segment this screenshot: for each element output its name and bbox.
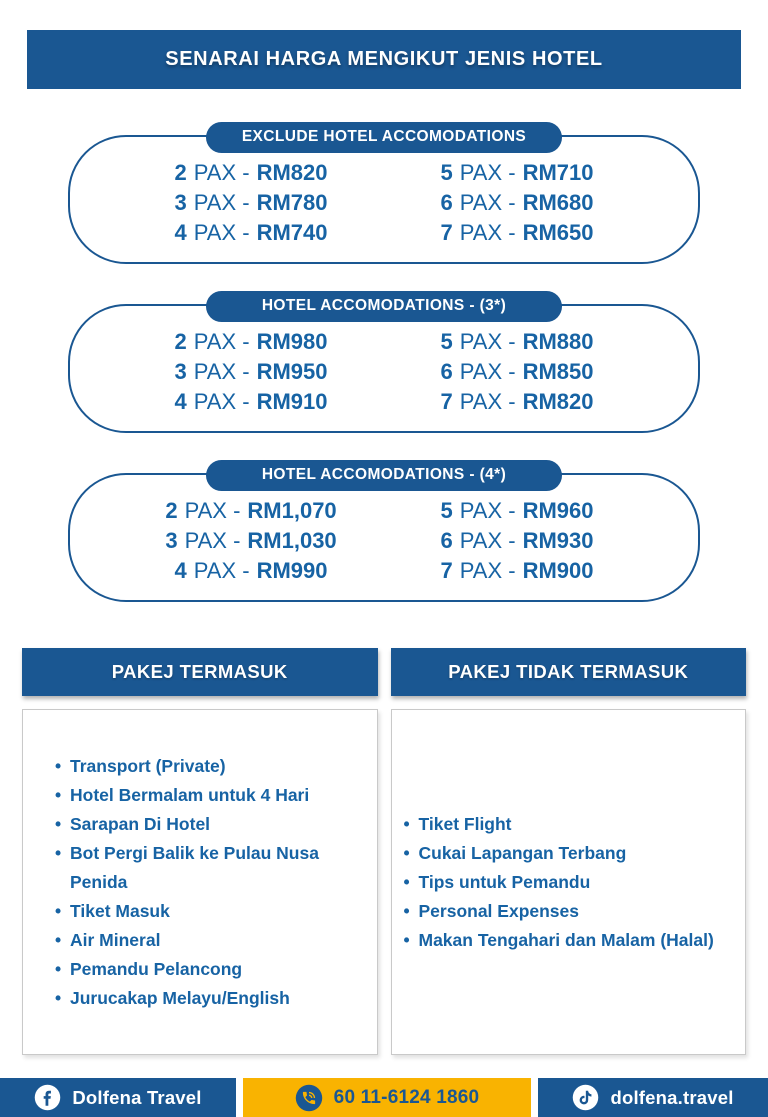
- list-item: • Air Mineral: [55, 926, 361, 955]
- pax-count: 6: [440, 359, 453, 384]
- tiktok-icon: [572, 1084, 599, 1111]
- list-item: • Hotel Bermalam untuk 4 Hari: [55, 781, 361, 810]
- price-row: [384, 188, 650, 218]
- list-item: • Tiket Masuk: [55, 897, 361, 926]
- price-grid: [70, 496, 698, 586]
- pax-label: PAX -: [193, 190, 250, 215]
- facebook-icon: [34, 1084, 61, 1111]
- included-package-box: [22, 709, 378, 1055]
- pax-count: 5: [440, 160, 453, 185]
- list-item: • Tips untuk Pemandu: [404, 868, 714, 897]
- price-row: [118, 327, 384, 357]
- price-section-exclude-hotel: [68, 128, 700, 264]
- price-row: [118, 357, 384, 387]
- section-header-pill: [206, 122, 562, 153]
- pax-count: 3: [174, 190, 187, 215]
- excluded-package-list: [404, 810, 714, 955]
- pax-label: PAX -: [184, 528, 241, 553]
- excluded-package-title: PAKEJ TIDAK TERMASUK: [448, 661, 689, 682]
- pax-count: 6: [440, 190, 453, 215]
- phone-link[interactable]: [243, 1078, 531, 1117]
- pax-count: 2: [174, 160, 187, 185]
- pax-label: PAX -: [459, 558, 516, 583]
- facebook-link[interactable]: [0, 1078, 236, 1117]
- price-row: [118, 188, 384, 218]
- pax-label: PAX -: [459, 528, 516, 553]
- price-row: [384, 387, 650, 417]
- price-value: RM900: [522, 558, 594, 583]
- pax-label: PAX -: [193, 359, 250, 384]
- list-item: • Bot Pergi Balik ke Pulau Nusa Penida: [55, 839, 361, 897]
- excluded-package-header: [391, 648, 747, 696]
- pax-count: 7: [440, 220, 453, 245]
- price-value: RM650: [522, 220, 594, 245]
- price-value: RM950: [256, 359, 328, 384]
- price-grid: [70, 327, 698, 417]
- pax-label: PAX -: [459, 329, 516, 354]
- section-header-pill: [206, 460, 562, 491]
- list-item: • Jurucakap Melayu/English: [55, 984, 361, 1013]
- price-row: [118, 496, 384, 526]
- price-row: [118, 387, 384, 417]
- price-value: RM850: [522, 359, 594, 384]
- page-title: SENARAI HARGA MENGIKUT JENIS HOTEL: [165, 48, 603, 70]
- price-value: RM990: [256, 558, 328, 583]
- pax-label: PAX -: [459, 359, 516, 384]
- excluded-package-panel: [391, 648, 747, 1055]
- price-value: RM820: [256, 160, 328, 185]
- price-value: RM930: [522, 528, 594, 553]
- list-item: • Sarapan Di Hotel: [55, 810, 361, 839]
- price-value: RM780: [256, 190, 328, 215]
- price-grid: [70, 158, 698, 248]
- pax-label: PAX -: [193, 160, 250, 185]
- price-value: RM740: [256, 220, 328, 245]
- pax-label: PAX -: [184, 498, 241, 523]
- price-value: RM1,070: [247, 498, 337, 523]
- list-item: • Cukai Lapangan Terbang: [404, 839, 714, 868]
- pax-count: 7: [440, 389, 453, 414]
- pax-label: PAX -: [459, 498, 516, 523]
- pax-label: PAX -: [459, 389, 516, 414]
- phone-icon: [295, 1084, 323, 1112]
- pax-count: 3: [165, 528, 178, 553]
- list-item: • Tiket Flight: [404, 810, 714, 839]
- section-header-label: HOTEL ACCOMODATIONS - (4*): [261, 466, 507, 483]
- packages-area: [22, 648, 746, 1055]
- price-row: [384, 327, 650, 357]
- list-item: • Personal Expenses: [404, 897, 714, 926]
- price-value: RM710: [522, 160, 594, 185]
- price-value: RM880: [522, 329, 594, 354]
- pax-label: PAX -: [193, 389, 250, 414]
- price-row: [118, 556, 384, 586]
- price-value: RM680: [522, 190, 594, 215]
- pax-count: 3: [174, 359, 187, 384]
- price-row: [118, 218, 384, 248]
- price-row: [384, 357, 650, 387]
- pax-count: 2: [174, 329, 187, 354]
- pax-label: PAX -: [459, 160, 516, 185]
- pax-count: 4: [174, 558, 187, 583]
- included-package-header: [22, 648, 378, 696]
- price-row: [384, 496, 650, 526]
- pax-label: PAX -: [193, 220, 250, 245]
- price-row: [384, 158, 650, 188]
- section-header-pill: [206, 291, 562, 322]
- price-section-hotel-4star: [68, 466, 700, 602]
- page-title-bar: [27, 30, 741, 89]
- included-package-title: PAKEJ TERMASUK: [111, 661, 288, 682]
- pax-count: 6: [440, 528, 453, 553]
- price-value: RM980: [256, 329, 328, 354]
- pax-label: PAX -: [193, 558, 250, 583]
- facebook-label: Dolfena Travel: [72, 1086, 202, 1108]
- pax-label: PAX -: [459, 220, 516, 245]
- pax-label: PAX -: [193, 329, 250, 354]
- price-row: [384, 218, 650, 248]
- tiktok-label: dolfena.travel: [610, 1086, 734, 1108]
- list-item: • Pemandu Pelancong: [55, 955, 361, 984]
- pax-count: 4: [174, 220, 187, 245]
- list-item: • Transport (Private): [55, 752, 361, 781]
- price-value: RM910: [256, 389, 328, 414]
- section-header-label: HOTEL ACCOMODATIONS - (3*): [261, 297, 507, 314]
- price-row: [118, 158, 384, 188]
- section-header-label: EXCLUDE HOTEL ACCOMODATIONS: [241, 128, 527, 145]
- footer-bar: [0, 1078, 768, 1117]
- list-item: • Makan Tengahari dan Malam (Halal): [404, 926, 714, 955]
- price-value: RM820: [522, 389, 594, 414]
- pax-label: PAX -: [459, 190, 516, 215]
- pax-count: 2: [165, 498, 178, 523]
- pax-count: 7: [440, 558, 453, 583]
- excluded-package-box: [391, 709, 747, 1055]
- price-row: [118, 526, 384, 556]
- price-row: [384, 526, 650, 556]
- tiktok-link[interactable]: [538, 1078, 768, 1117]
- included-package-list: [55, 752, 361, 1013]
- included-package-panel: [22, 648, 378, 1055]
- phone-label: 60 11-6124 1860: [333, 1086, 480, 1108]
- price-value: RM960: [522, 498, 594, 523]
- price-value: RM1,030: [247, 528, 337, 553]
- price-section-hotel-3star: [68, 297, 700, 433]
- pax-count: 5: [440, 329, 453, 354]
- pax-count: 5: [440, 498, 453, 523]
- pax-count: 4: [174, 389, 187, 414]
- price-row: [384, 556, 650, 586]
